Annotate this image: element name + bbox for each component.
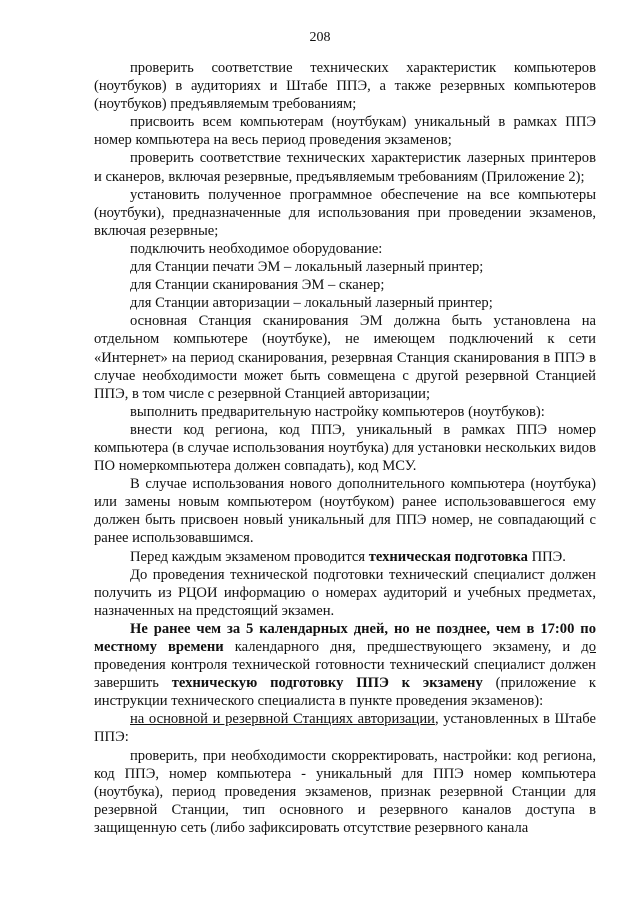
underlined-term: до	[581, 639, 597, 655]
text-run: ППЭ.	[527, 548, 566, 565]
paragraph: выполнить предварительную настройку компьютеров (ноутбуков):	[130, 403, 545, 420]
paragraph: внести код региона, код ППЭ, уникальный в рамках ППЭ номер компьютера (в случае использования ноутбука) для установки нескольких видов ПО номеркомпьютера должен совпадать), код МСУ.	[94, 421, 596, 475]
paragraph	[94, 710, 596, 746]
bold-deadline: Не ранее чем за 5 календарных дней, но не позднее, чем в 17:00 по местному времени	[94, 620, 596, 655]
text-run: , установленных в Штабе ППЭ:	[94, 711, 596, 746]
paragraph: проверить, при необходимости скорректировать, настройки: код региона, код ППЭ, номер компьютера - уникальный для ППЭ номер компьютера (ноутбука), период проведения экзаменов, признак резервной Станции для резервной Станции, тип основного и резервного каналов доступа в защищенную сеть (либо зафиксировать отсутствие резервного канала	[94, 747, 596, 836]
paragraph: установить полученное программное обеспечение на все компьютеры (ноутбуки), предназначенные для использования при проведении экзаменов, включая резервные;	[94, 186, 596, 239]
text-run: календарного дня, предшествующего экзамену, и	[223, 639, 582, 655]
text-run: Перед каждым экзаменом проводится	[130, 548, 369, 565]
paragraph: До проведения технической подготовки технический специалист должен получить из РЦОИ информацию о номерах аудиторий и учебных предметах, назначенных на предстоящий экзамен.	[94, 566, 596, 619]
paragraph: подключить необходимое оборудование:	[130, 240, 383, 257]
document-body	[94, 59, 596, 837]
paragraph: проверить соответствие технических характеристик компьютеров (ноутбуков) в аудиториях и Штабе ППЭ, а также резервных компьютеров (ноутбуков) предъявляемым требованиям;	[94, 60, 596, 113]
paragraph: для Станции печати ЭМ – локальный лазерный принтер;	[130, 259, 484, 276]
paragraph: В случае использования нового дополнительного компьютера (ноутбука) или замены новым компьютером (ноутбуком) ранее использовавшегося ему должен быть присвоен новый уникальный для ППЭ номер, не совпадающий с ранее использовавшимся.	[94, 476, 596, 547]
underlined-term: на основной и резервной Станциях авторизации	[130, 711, 435, 728]
page-number: 208	[309, 30, 331, 45]
paragraph: присвоить всем компьютерам (ноутбукам) уникальный в рамках ППЭ номер компьютера на весь период проведения экзаменов;	[94, 114, 596, 149]
bold-term: техническую подготовку ППЭ к экзамену	[171, 675, 483, 692]
bold-term: техническая подготовка	[368, 548, 528, 565]
text-run: (приложение к инструкции технического специалиста в пункте проведения экзаменов):	[94, 675, 596, 710]
paragraph: для Станции авторизации – локальный лазерный принтер;	[130, 295, 493, 312]
paragraph: проверить соответствие технических характеристик лазерных принтеров и сканеров, включая резервные, предъявляемым требованиям (Приложение 2);	[94, 150, 596, 185]
paragraph	[94, 620, 596, 710]
paragraph: основная Станция сканирования ЭМ должна быть установлена на отдельном компьютере (ноутбуке), не имеющем подключений к сети «Интернет» на период сканирования, резервная Станция сканирования в ППЭ в случае необходимости может быть совмещена с другой резервной Станцией ППЭ, в том числе с резервной Станцией авторизации;	[94, 313, 596, 402]
paragraph	[94, 548, 596, 566]
paragraph: для Станции сканирования ЭМ – сканер;	[130, 277, 385, 294]
text-run: проведения контроля технической готовности технический специалист должен завершить	[94, 657, 596, 692]
